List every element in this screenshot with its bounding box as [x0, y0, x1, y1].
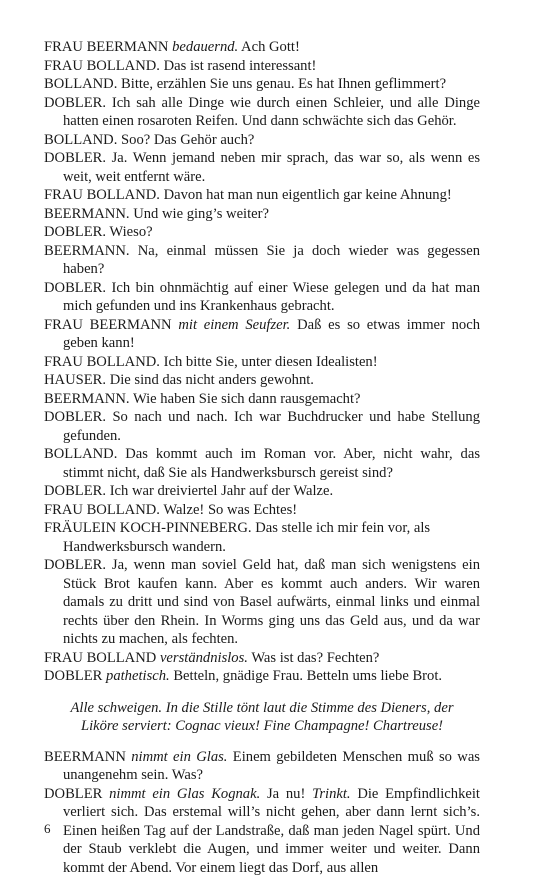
speech: Die Empfindlichkeit verliert sich. Das erstemal will’s nicht gehen, aber dann lernt sich’s. Einen heißen Tag auf der Landstraße, daß man jeden Nagel spürt. Und der Staub verklebt die Augen, und immer weiter und weiter. Dann kommt der Abend. Vor einem liegt das Dorf, aus allen — [63, 785, 480, 876]
dialogue-line — [44, 445, 480, 482]
dialogue-line — [44, 667, 480, 686]
speech: Einem gebildeten Menschen muß so was unangenehm sein. Was? — [63, 748, 480, 783]
stage-direction-inline: nimmt ein Glas. — [131, 748, 228, 765]
speech: Wieso? — [109, 224, 153, 240]
dialogue-line — [44, 57, 480, 76]
speaker: DOBLER — [44, 785, 103, 802]
speaker: DOBLER. — [44, 150, 107, 166]
speech: Betteln, gnädige Frau. Betteln ums liebe Brot. — [173, 668, 443, 684]
speaker: BEERMANN. — [44, 390, 130, 407]
speech: Ja nu! — [266, 785, 306, 802]
dialogue-line — [44, 501, 480, 520]
speech: Wie haben Sie sich dann rausgemacht? — [132, 390, 361, 407]
speaker: BOLLAND. — [44, 446, 118, 462]
speech: Na, einmal müssen Sie ja doch wieder was gegessen haben? — [63, 242, 480, 277]
dialogue-line — [44, 519, 480, 556]
speech: Bitte, erzählen Sie uns genau. Es hat Ihnen geflimmert? — [121, 76, 447, 92]
speaker: FRÄULEIN KOCH-PINNEBERG. — [44, 520, 252, 536]
speaker: BEERMANN — [44, 748, 126, 765]
speech: So nach und nach. Ich war Buchdrucker und habe Stellung gefunden. — [63, 409, 480, 444]
speech: Ich bitte Sie, unter diesen Idealisten! — [163, 353, 378, 370]
speaker: DOBLER. — [44, 483, 107, 499]
speaker: FRAU BOLLAND. — [44, 187, 160, 203]
dialogue-line — [44, 482, 480, 501]
speech: Ach Gott! — [241, 39, 300, 55]
stage-direction-inline: mit einem Seufzer. — [178, 316, 291, 333]
speech: Daß es so etwas immer noch geben kann! — [63, 316, 481, 351]
dialogue-line — [44, 408, 480, 445]
speaker: BOLLAND. — [44, 131, 118, 148]
stage-direction-inline: pathetisch. — [106, 668, 170, 684]
speech: Das stelle ich mir fein vor, als Handwerksbursch wandern. — [63, 520, 431, 555]
dialogue-line — [44, 186, 480, 205]
stage-direction-inline: verständnislos. — [159, 649, 248, 666]
stage-direction-block: Alle schweigen. In die Stille tönt laut die Stimme des Dieners, der Liköre serviert: Cognac vieux! Fine Champagne! Chartreuse! — [70, 699, 454, 734]
page-number: 6 — [44, 821, 51, 836]
speaker: FRAU BEERMANN — [44, 39, 169, 55]
dialogue-line — [44, 390, 480, 409]
dialogue-line — [44, 75, 480, 94]
stage-direction-inline: nimmt ein Glas Kognak. — [109, 785, 261, 802]
speech: Ja, wenn man soviel Geld hat, daß man sich wenigstens ein Stück Brot kaufen kann. Aber es kommt auch anders. Wir waren damals zu dritt und sind von Basel aufwärts, einmal links und einmal rechts über den Rhein. In Worms ging uns das Geld aus, und da war nichts zu machen, als fechten. — [63, 557, 480, 647]
dialogue-line — [44, 649, 480, 668]
speech: Davon hat man nun eigentlich gar keine Ahnung! — [163, 187, 452, 203]
speaker: FRAU BOLLAND. — [44, 353, 160, 370]
dialogue-line — [44, 223, 480, 242]
dialogue-line — [44, 38, 480, 57]
speech: Was ist das? Fechten? — [251, 649, 380, 666]
dialogue-line — [44, 556, 480, 649]
speaker: DOBLER. — [44, 94, 107, 111]
speech: Und wie ging’s weiter? — [133, 205, 269, 222]
dialogue-line — [44, 205, 480, 224]
speech: Ich bin ohnmächtig auf einer Wiese gelegen und da hat man mich gefunden und ins Krankenhaus gebracht. — [63, 279, 480, 314]
speaker: DOBLER. — [44, 279, 107, 296]
speaker: BEERMANN. — [44, 205, 130, 222]
speech: Die sind das nicht anders gewohnt. — [109, 372, 314, 388]
speaker: HAUSER. — [44, 372, 107, 388]
dialogue-line — [44, 94, 480, 131]
speaker: DOBLER. — [44, 409, 107, 425]
speaker: DOBLER. — [44, 557, 107, 573]
speech: Ich war dreiviertel Jahr auf der Walze. — [109, 483, 334, 499]
speaker: BEERMANN. — [44, 242, 130, 259]
speaker: BOLLAND. — [44, 76, 118, 92]
speech: Ja. Wenn jemand neben mir sprach, das war so, als wenn es weit, weit entfernt wäre. — [63, 150, 480, 185]
dialogue-line — [44, 748, 480, 785]
speaker: FRAU BEERMANN — [44, 316, 172, 333]
speech: Soo? Das Gehör auch? — [121, 131, 255, 148]
dialogue-line — [44, 316, 480, 353]
dialogue-line — [44, 371, 480, 390]
speech: Ich sah alle Dinge wie durch einen Schleier, und alle Dinge hatten einen rosaroten Reifen. Und dann schwächte sich das Gehör. — [63, 94, 480, 129]
speech: Das ist rasend interessant! — [163, 57, 317, 74]
dialogue-line — [44, 785, 480, 878]
stage-direction-inline: bedauernd. — [172, 39, 239, 55]
stage-direction-inline: Trinkt. — [312, 785, 351, 802]
speaker: FRAU BOLLAND. — [44, 57, 160, 74]
speaker: FRAU BOLLAND — [44, 649, 157, 666]
speech: Das kommt auch im Roman vor. Aber, nicht wahr, das stimmt nicht, daß Sie als Handwerksbursch gereist sind? — [63, 446, 480, 481]
speech: Walze! So was Echtes! — [163, 501, 298, 518]
speaker: DOBLER. — [44, 224, 107, 240]
dialogue-line — [44, 242, 480, 279]
dialogue-line — [44, 131, 480, 150]
dialogue-line — [44, 279, 480, 316]
speaker: FRAU BOLLAND. — [44, 501, 160, 518]
dialogue-line — [44, 149, 480, 186]
dialogue-line — [44, 353, 480, 372]
speaker: DOBLER — [44, 668, 103, 684]
